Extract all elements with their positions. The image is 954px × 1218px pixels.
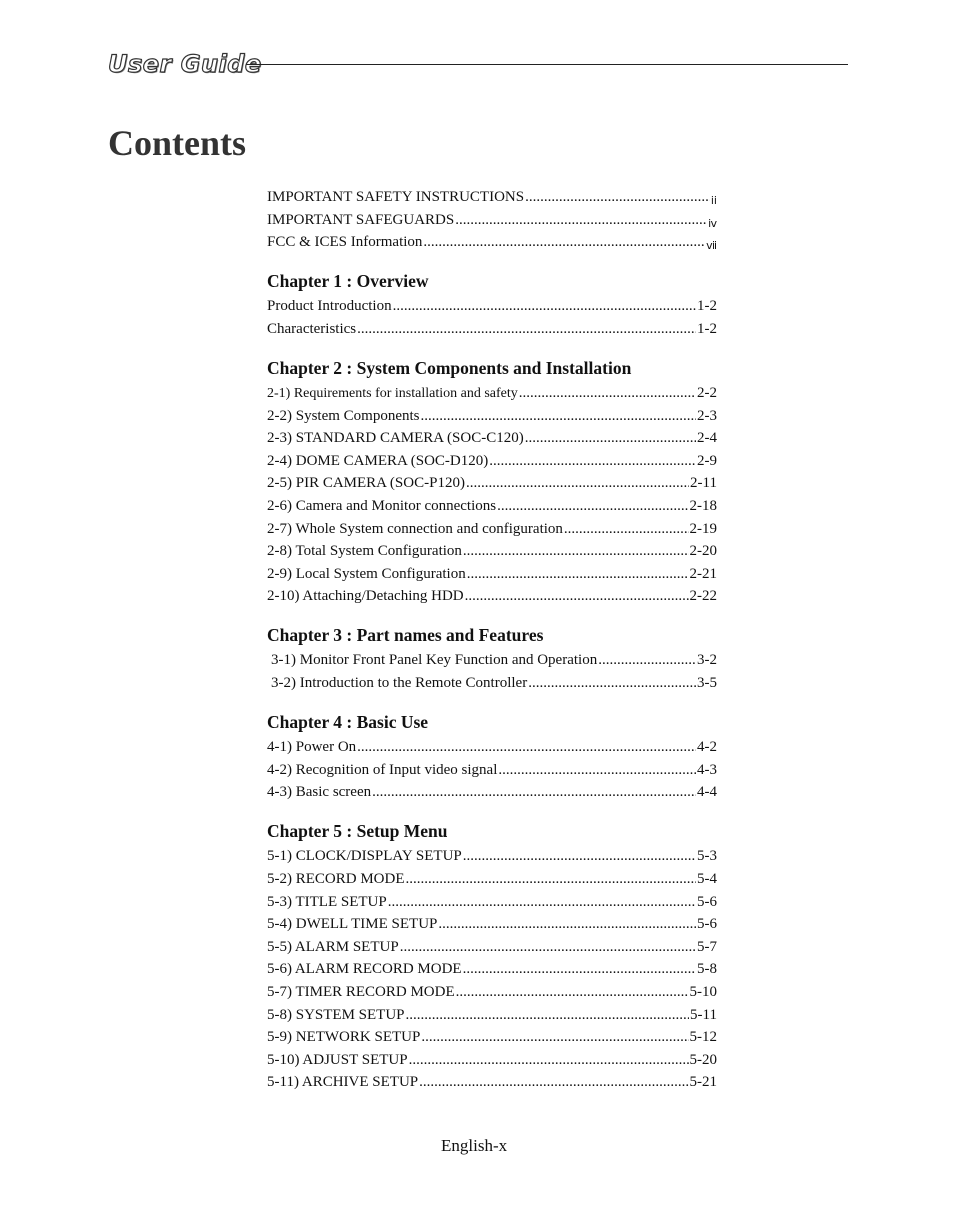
dot-leader [519, 382, 696, 405]
toc-entry-page: 5-11 [690, 1006, 717, 1023]
dot-leader [409, 1049, 689, 1072]
dot-leader [489, 450, 696, 473]
dot-leader [564, 518, 689, 541]
toc-entry[interactable] [267, 649, 717, 672]
toc-entry-page: 1-2 [697, 320, 717, 337]
toc-entry-safety-instructions[interactable] [267, 186, 717, 209]
toc-entry-page: ⅶ [706, 239, 717, 253]
toc-entry-label: 2-5) PIR CAMERA (SOC-P120) [267, 475, 465, 492]
toc-entry[interactable] [267, 672, 717, 695]
dot-leader [421, 1026, 688, 1049]
chapter-1-heading[interactable]: Chapter 1 : Overview [267, 271, 429, 292]
dot-leader [357, 318, 696, 341]
toc-entry[interactable] [267, 295, 717, 318]
toc-entry-page: 2-11 [690, 475, 717, 492]
toc-entry-label: 2-6) Camera and Monitor connections [267, 497, 497, 514]
toc-entry[interactable] [267, 472, 717, 495]
toc-entry-label: 4-3) Basic screen [267, 784, 372, 801]
dot-leader [528, 672, 696, 695]
toc-entry[interactable] [267, 891, 717, 914]
dot-leader [400, 936, 696, 959]
page-number-footer: English-x [441, 1136, 508, 1155]
chapter-3-heading[interactable]: Chapter 3 : Part names and Features [267, 625, 544, 646]
toc-entry-label: 2-4) DOME CAMERA (SOC-D120) [267, 452, 489, 469]
toc-entry-page: 5-4 [697, 870, 717, 887]
toc-entry[interactable] [267, 1071, 717, 1094]
toc-entry[interactable] [267, 495, 717, 518]
toc-entry-label: 2-9) Local System Configuration [267, 565, 466, 582]
toc-entry[interactable] [267, 1004, 717, 1027]
table-of-contents [267, 186, 717, 1094]
toc-entry-page: ⅳ [708, 216, 717, 230]
dot-leader [525, 186, 710, 209]
dot-leader [497, 495, 688, 518]
toc-entry[interactable] [267, 958, 717, 981]
page-title: Contents [108, 123, 247, 163]
dot-leader [455, 209, 707, 232]
toc-entry-page: 2-18 [689, 497, 717, 514]
toc-entry[interactable] [267, 781, 717, 804]
dot-leader [467, 563, 689, 586]
chapter-4-heading[interactable]: Chapter 4 : Basic Use [267, 712, 429, 733]
toc-entry-label: 2-3) STANDARD CAMERA (SOC-C120) [267, 430, 524, 447]
dot-leader [419, 1071, 688, 1094]
toc-entry-page: 2-20 [689, 543, 717, 560]
toc-entry-page: 2-4 [697, 430, 717, 447]
toc-entry-page: ⅰⅰ [710, 194, 717, 207]
toc-entry[interactable] [267, 913, 717, 936]
dot-leader [406, 868, 697, 891]
dot-leader [456, 981, 689, 1004]
header-rule [246, 64, 848, 65]
toc-entry[interactable] [267, 845, 717, 868]
toc-entry-page: 4-3 [697, 761, 717, 778]
dot-leader [388, 891, 696, 914]
toc-entry-safeguards[interactable] [267, 209, 717, 232]
toc-entry-label: 5-4) DWELL TIME SETUP [267, 916, 438, 933]
toc-entry[interactable] [267, 585, 717, 608]
toc-entry[interactable] [267, 405, 717, 428]
toc-entry[interactable] [267, 540, 717, 563]
dot-leader [463, 958, 696, 981]
toc-entry-label: 5-1) CLOCK/DISPLAY SETUP [267, 848, 462, 865]
toc-entry-page: 5-20 [689, 1051, 717, 1068]
toc-entry-label: 4-2) Recognition of Input video signal [267, 761, 498, 778]
toc-entry-label: 3-2) Introduction to the Remote Controller [271, 675, 528, 691]
toc-entry-label: 5-6) ALARM RECORD MODE [267, 961, 462, 978]
toc-entry-label: Product Introduction [267, 298, 392, 315]
toc-entry-page: 4-2 [697, 739, 717, 756]
toc-entry[interactable] [267, 736, 717, 759]
toc-entry-label: 5-8) SYSTEM SETUP [267, 1006, 405, 1023]
toc-entry[interactable] [267, 382, 717, 405]
toc-entry-page: 1-2 [697, 298, 717, 315]
toc-entry-page: 5-6 [697, 916, 717, 933]
chapter-2-heading[interactable]: Chapter 2 : System Components and Installation [267, 357, 632, 378]
toc-entry[interactable] [267, 868, 717, 891]
toc-entry-page: 2-2 [697, 384, 717, 401]
toc-entry-label: 5-3) TITLE SETUP [267, 893, 387, 910]
dot-leader [465, 585, 689, 608]
dot-leader [406, 1004, 690, 1027]
dot-leader [463, 845, 696, 868]
toc-entry-page: 5-3 [697, 848, 717, 865]
chapter-5-heading[interactable]: Chapter 5 : Setup Menu [267, 821, 448, 842]
toc-entry-page: 5-7 [697, 938, 717, 955]
toc-entry-page: 2-3 [697, 407, 717, 424]
toc-entry-label: 5-10) ADJUST SETUP [267, 1051, 408, 1068]
toc-entry[interactable] [267, 936, 717, 959]
dot-leader [438, 913, 696, 936]
toc-entry-page: 2-9 [697, 452, 717, 469]
dot-leader [421, 405, 697, 428]
toc-entry[interactable] [267, 518, 717, 541]
toc-entry-label: 5-9) NETWORK SETUP [267, 1029, 421, 1046]
dot-leader [423, 231, 705, 254]
toc-entry[interactable] [267, 981, 717, 1004]
toc-entry-page: 2-22 [689, 588, 717, 605]
toc-entry[interactable] [267, 1049, 717, 1072]
toc-entry-label: 2-7) Whole System connection and configuration [267, 520, 563, 537]
header-title: User Guide [108, 50, 262, 78]
toc-entry[interactable] [267, 427, 717, 450]
toc-entry[interactable] [267, 318, 717, 341]
toc-entry-label: 3-1) Monitor Front Panel Key Function and Operation [271, 652, 598, 669]
toc-entry-page: 3-2 [697, 652, 717, 669]
dot-leader [466, 472, 689, 495]
toc-entry-label: 5-11) ARCHIVE SETUP [267, 1074, 419, 1091]
toc-entry-label: 2-10) Attaching/Detaching HDD [267, 588, 464, 605]
toc-entry-page: 4-4 [697, 784, 717, 801]
toc-entry-page: 2-19 [689, 520, 717, 537]
toc-entry-page: 5-12 [689, 1029, 717, 1046]
toc-entry-page: 2-21 [689, 565, 717, 582]
toc-entry-label: IMPORTANT SAFETY INSTRUCTIONS [267, 189, 525, 205]
toc-entry-page: 5-10 [689, 983, 717, 1000]
dot-leader [372, 781, 696, 804]
toc-entry-label: 5-2) RECORD MODE [267, 870, 405, 887]
toc-entry-label: 5-7) TIMER RECORD MODE [267, 983, 455, 1000]
toc-entry-page: 5-8 [697, 961, 717, 978]
toc-entry-label: FCC & ICES Information [267, 234, 423, 251]
toc-entry[interactable] [267, 759, 717, 782]
toc-entry-fcc-ices[interactable] [267, 231, 717, 254]
dot-leader [393, 295, 696, 318]
toc-entry[interactable] [267, 563, 717, 586]
toc-entry-label: 4-1) Power On [267, 739, 357, 756]
dot-leader [498, 759, 696, 782]
dot-leader [525, 427, 696, 450]
toc-entry[interactable] [267, 450, 717, 473]
toc-entry-label: IMPORTANT SAFEGUARDS [267, 211, 455, 228]
toc-entry-page: 3-5 [697, 675, 717, 691]
dot-leader [463, 540, 689, 563]
toc-entry-page: 5-6 [697, 893, 717, 910]
toc-entry-page: 5-21 [689, 1074, 717, 1091]
toc-entry-label: 2-2) System Components [267, 407, 420, 424]
toc-entry-label: 5-5) ALARM SETUP [267, 938, 399, 955]
toc-entry-label: 2-1) Requirements for installation and safety [267, 385, 518, 401]
toc-entry-label: Characteristics [267, 320, 357, 337]
dot-leader [357, 736, 696, 759]
toc-entry[interactable] [267, 1026, 717, 1049]
dot-leader [598, 649, 696, 672]
toc-entry-label: 2-8) Total System Configuration [267, 543, 462, 560]
